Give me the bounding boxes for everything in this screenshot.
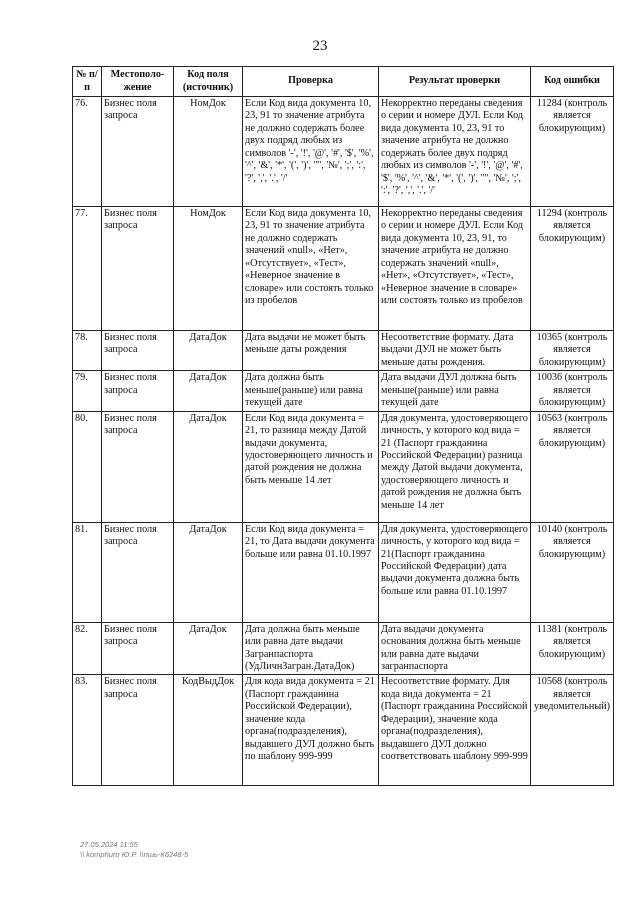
row-error-code: 10365 (контроль является блокирующим) xyxy=(531,331,614,371)
row-result: Дата выдачи документа основания должна быть меньше или равна дате выдачи загранпаспорта xyxy=(379,622,531,675)
row-number: 80. xyxy=(73,411,102,522)
row-number: 76. xyxy=(73,97,102,207)
table-row xyxy=(73,411,614,522)
row-number: 83. xyxy=(73,675,102,786)
row-check: Дата выдачи не может быть меньше даты рождения xyxy=(243,331,379,371)
row-check: Если Код вида документа = 21, то разница между Датой выдачи документа, удостоверяющего личность и датой рождения не должна быть меньше 14 лет xyxy=(243,411,379,522)
row-number: 78. xyxy=(73,331,102,371)
row-error-code: 11294 (контроль является блокирующим) xyxy=(531,207,614,331)
table-row xyxy=(73,675,614,786)
header-field-code: Код поля (источник) xyxy=(174,67,243,97)
row-error-code: 10563 (контроль является блокирующим) xyxy=(531,411,614,522)
row-result: Несоответствие формату. Дата выдачи ДУЛ не может быть меньше даты рождения. xyxy=(379,331,531,371)
row-field-code: КодВыдДок xyxy=(174,675,243,786)
table-row xyxy=(73,622,614,675)
row-location: Бизнес поля запроса xyxy=(102,207,174,331)
row-error-code: 10140 (контроль является блокирующим) xyxy=(531,522,614,622)
row-check: Если Код вида документа 10, 23, 91 то значение атрибута не должно содержать значений «null», «Нет», «Отсутствует», «Тест», «Неверное значение в словаре» или состоять только из пробелов xyxy=(243,207,379,331)
row-field-code: ДатаДок xyxy=(174,522,243,622)
row-number: 79. xyxy=(73,371,102,411)
row-location: Бизнес поля запроса xyxy=(102,411,174,522)
row-field-code: ДатаДок xyxy=(174,622,243,675)
table-header-row xyxy=(73,67,614,97)
row-error-code: 10568 (контроль является уведомительный) xyxy=(531,675,614,786)
row-location: Бизнес поля запроса xyxy=(102,522,174,622)
row-result: Некорректно переданы сведения о серии и номере ДУЛ. Если Код вида документа 10, 23, 91 то значение атрибута не должно содержать более двух подряд любых из символов '-', '!', '@', '#', '$', '%', '^', '&', '*', '(', ')', '"', '№', ';', ':', '?', ',', '.', '/' xyxy=(379,97,531,207)
row-location: Бизнес поля запроса xyxy=(102,622,174,675)
row-field-code: ДатаДок xyxy=(174,371,243,411)
row-location: Бизнес поля запроса xyxy=(102,97,174,207)
row-result: Несоответствие формату. Для кода вида документа = 21 (Паспорт гражданина Российской Федерации), значение кода органа(подразделения), выдавшего ДУЛ должно соответствовать шаблону 999-999 xyxy=(379,675,531,786)
row-result: Для документа, удостоверяющего личность, у которого код вида = 21 (Паспорт гражданина Российской Федерации) разница между Датой выдачи документа, удостоверяющего личность и датой рождения не должна быть меньше 14 лет xyxy=(379,411,531,522)
row-field-code: НомДок xyxy=(174,97,243,207)
row-error-code: 11284 (контроль является блокирующим) xyxy=(531,97,614,207)
row-result: Для документа, удостоверяющего личность, у которого код вида = 21(Паспорт гражданина Российской Федерации) дата выдачи документа должна быть больше или равна 01.10.1997 xyxy=(379,522,531,622)
row-field-code: ДатаДок xyxy=(174,331,243,371)
row-number: 82. xyxy=(73,622,102,675)
row-error-code: 11381 (контроль является блокирующим) xyxy=(531,622,614,675)
table-row xyxy=(73,207,614,331)
table-row xyxy=(73,522,614,622)
table-row xyxy=(73,331,614,371)
row-check: Если Код вида документа 10, 23, 91 то значение атрибута не должно содержать более двух подряд любых из символов '-', '!', '@', '#', '$', '%', '^', '&', '*', '(', ')', '"', '№', ';', ':', '?', ',', '.', '/' xyxy=(243,97,379,207)
header-check: Проверка xyxy=(243,67,379,97)
row-check: Дата должна быть меньше или равна дате выдачи Загранпаспорта (УдЛичнЗагран.ДатаДок) xyxy=(243,622,379,675)
table-row xyxy=(73,371,614,411)
footer-timestamp: 27.05.2024 11:55 xyxy=(80,840,138,849)
validation-rules-table xyxy=(72,66,614,786)
row-location: Бизнес поля запроса xyxy=(102,331,174,371)
header-result: Результат проверки xyxy=(379,67,531,97)
page-number: 23 xyxy=(312,38,328,54)
row-check: Для кода вида документа = 21 (Паспорт гражданина Российской Федерации), значение кода органа(подразделения), выдавшего ДУЛ должно быть по шаблону 999-999 xyxy=(243,675,379,786)
row-location: Бизнес поля запроса xyxy=(102,371,174,411)
footer-user-path: \\ komphuro Ю.Р. \\пшь-К6248-5 xyxy=(80,850,189,860)
row-number: 81. xyxy=(73,522,102,622)
header-location: Местополо-жение xyxy=(102,67,174,97)
row-check: Дата должна быть меньше(раньше) или равна текущей дате xyxy=(243,371,379,411)
row-result: Некорректно переданы сведения о серии и номере ДУЛ. Если Код вида документа 10, 23, 91, то значение атрибута не должно содержать значений «null», «Нет», «Отсутствует», «Тест», «Неверное значение в словаре» или состоять только из пробелов xyxy=(379,207,531,331)
header-error-code: Код ошибки xyxy=(531,67,614,97)
row-field-code: НомДок xyxy=(174,207,243,331)
header-num: № п/п xyxy=(73,67,102,97)
row-location: Бизнес поля запроса xyxy=(102,675,174,786)
row-result: Дата выдачи ДУЛ должна быть меньше(раньше) или равна текущей дате xyxy=(379,371,531,411)
row-field-code: ДатаДок xyxy=(174,411,243,522)
row-number: 77. xyxy=(73,207,102,331)
table-row xyxy=(73,97,614,207)
footer-stamp xyxy=(80,840,188,860)
row-error-code: 10036 (контроль является блокирующим) xyxy=(531,371,614,411)
row-check: Если Код вида документа = 21, то Дата выдачи документа больше или равна 01.10.1997 xyxy=(243,522,379,622)
